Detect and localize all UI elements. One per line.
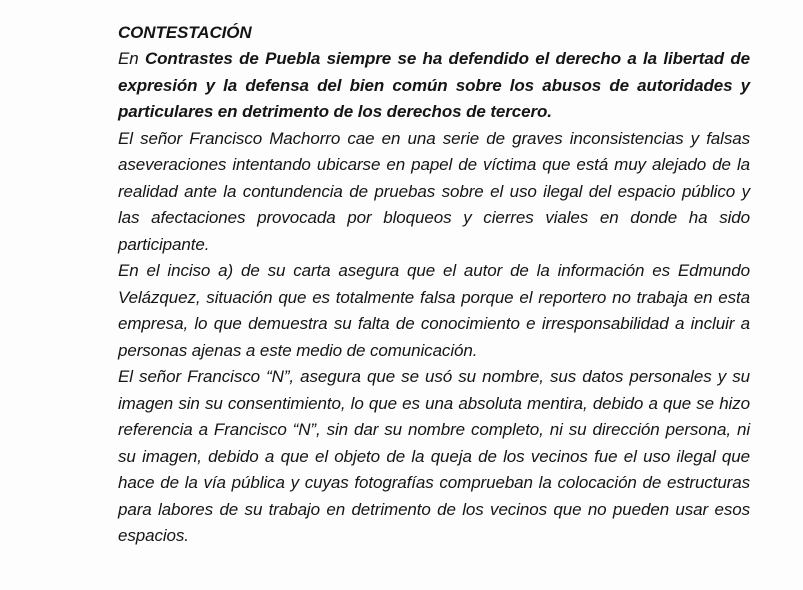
paragraph-1-lead: En	[118, 49, 145, 68]
section-heading: CONTESTACIÓN	[118, 23, 252, 42]
paragraph-1-emphasis: Contrastes de Puebla siempre se ha defendido el derecho a la libertad de expresión y la defensa del bien común sobre los abusos de autoridades y particulares en detrimento de los derechos de tercero.	[118, 49, 750, 121]
paragraph-2: El señor Francisco Machorro cae en una serie de graves inconsistencias y falsas aseveraciones intentando ubicarse en papel de víctima que está muy alejado de la realidad ante la contundencia de pruebas sobre el uso ilegal del espacio público y las afectaciones provocada por bloqueos y cierres viales en donde ha sido participante.	[118, 128, 750, 254]
paragraph-3: En el inciso a) de su carta asegura que el autor de la información es Edmundo Velázquez, situación que es totalmente falsa porque el reportero no trabaja en esta empresa, lo que demuestra su falta de conocimiento e irresponsabilidad a incluir a personas ajenas a este medio de comunicación.	[118, 261, 750, 360]
cutoff-next-line	[118, 550, 750, 560]
paragraph-1	[118, 46, 750, 126]
document-body	[118, 20, 750, 560]
paragraph-4: El señor Francisco “N”, asegura que se usó su nombre, sus datos personales y su imagen sin su consentimiento, lo que es una absoluta mentira, debido a que se hizo referencia a Francisco “N”, sin dar su nombre completo, ni su dirección persona, ni su imagen, debido a que el objeto de la queja de los vecinos fue el uso ilegal que hace de la vía pública y cuyas fotografías comprueban la colocación de estructuras para labores de su trabajo en detrimento de los vecinos que no pueden usar esos espacios.	[118, 367, 750, 545]
